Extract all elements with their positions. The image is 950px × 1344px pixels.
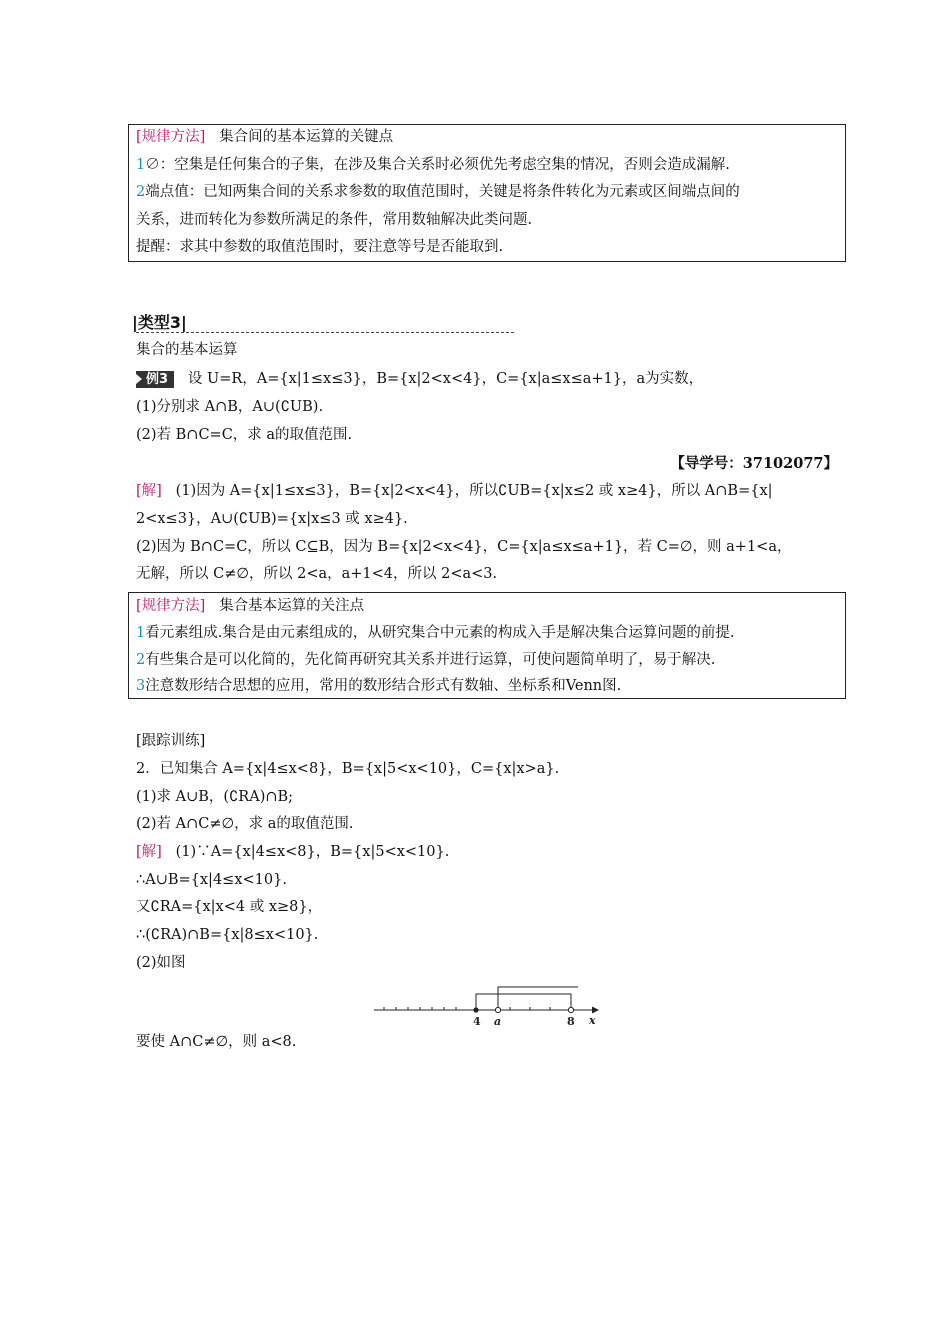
set-c-bracket: [498, 987, 578, 1010]
method-box-1-line-3: 关系，进而转化为参数所满足的条件，常用数轴解决此类问题.: [136, 212, 533, 228]
practice-solution-line-5: (2)如图: [136, 955, 186, 971]
practice-q1: (1)求 A∪B，(∁RA)∩B;: [136, 789, 294, 805]
point-a: [495, 1007, 500, 1012]
practice-solution-line-6: 要使 A∩C≠∅，则 a<8.: [136, 1034, 297, 1050]
set-a-bracket: [476, 994, 571, 1010]
guide-number: 【导学号：37102077】: [670, 455, 838, 472]
section-divider: [136, 332, 514, 333]
solution-1-line-2: 2<x≤3}，A∪(∁UB)={x|x≤3 或 x≥4}.: [136, 511, 408, 527]
number-line-figure: [370, 984, 610, 1028]
practice-solution-line-2: ∴A∪B={x|4≤x<10}.: [136, 872, 287, 888]
method-title: 集合间的基本运算的关键点: [219, 129, 394, 145]
method-box-1-line-4: 提醒：求其中参数的取值范围时，要注意等号是否能取到.: [136, 239, 504, 255]
label-a: a: [494, 1015, 502, 1028]
method-box-2-line-3: 3注意数形结合思想的应用，常用的数形结合形式有数轴、坐标系和Venn图.: [136, 678, 622, 694]
method-box-2-header: [136, 596, 364, 616]
method-box-2-line-2: 2有些集合是可以化简的，先化简再研究其关系并进行运算，可使问题简单明了，易于解决.: [136, 652, 716, 668]
section-subtitle: 集合的基本运算: [136, 342, 238, 358]
practice-solution-line-3: 又∁RA={x|x<4 或 x≥8}，: [136, 899, 323, 915]
method-box-1-header: [136, 127, 393, 147]
solution-1-line-1: [解] (1)因为 A={x|1≤x≤3}，B={x|2<x<4}，所以∁UB={x|x≤2 或 x≥4}，所以 A∩B={x|: [136, 483, 773, 499]
method-box-1-line-2: 2端点值：已知两集合间的关系求参数的取值范围时，关键是将条件转化为元素或区间端点间的: [136, 184, 740, 200]
number-line-axis: [374, 1007, 599, 1014]
solution-1-line-3: (2)因为 B∩C=C，所以 C⊆B，因为 B={x|2<x<4}，C={x|a≤x≤a+1}，若 C=∅，则 a+1<a，: [136, 539, 792, 555]
example-stem: 例3 设 U=R，A={x|1≤x≤3}，B={x|2<x<4}，C={x|a≤x≤a+1}，a为实数，: [136, 369, 703, 389]
section-label: |类型3|: [132, 313, 187, 332]
label-x: x: [589, 1014, 596, 1027]
practice-heading: [跟踪训练]: [136, 733, 206, 749]
method-box-2-line-1: 1看元素组成.集合是由元素组成的，从研究集合中元素的构成入手是解决集合运算问题的前提.: [136, 625, 735, 641]
point-4: [473, 1007, 478, 1012]
solution-1-line-4: 无解，所以 C≠∅，所以 2<a，a+1<4，所以 2<a<3.: [136, 566, 498, 582]
example-badge: 例3: [136, 371, 174, 388]
practice-question: 2．已知集合 A={x|4≤x<8}，B={x|5<x<10}，C={x|x>a}.: [136, 761, 560, 777]
solution-tag: [解]: [136, 483, 162, 499]
method-title: 集合基本运算的关注点: [219, 598, 365, 614]
solution-tag: [解]: [136, 844, 162, 860]
label-4: 4: [473, 1015, 481, 1028]
method-box-1-line-1: 1∅：空集是任何集合的子集，在涉及集合关系时必须优先考虑空集的情况，否则会造成漏解.: [136, 157, 730, 173]
example-q1: (1)分别求 A∩B，A∪(∁UB).: [136, 399, 324, 415]
practice-solution-line-1: [解] (1)∵A={x|4≤x<8}，B={x|5<x<10}.: [136, 844, 450, 860]
method-tag: [规律方法]: [136, 129, 206, 145]
practice-solution-line-4: ∴(∁RA)∩B={x|8≤x<10}.: [136, 927, 319, 943]
practice-q2: (2)若 A∩C≠∅，求 a的取值范围.: [136, 816, 354, 832]
point-8: [568, 1007, 573, 1012]
method-tag: [规律方法]: [136, 598, 206, 614]
example-q2: (2)若 B∩C=C，求 a的取值范围.: [136, 427, 353, 443]
label-8: 8: [567, 1015, 575, 1028]
